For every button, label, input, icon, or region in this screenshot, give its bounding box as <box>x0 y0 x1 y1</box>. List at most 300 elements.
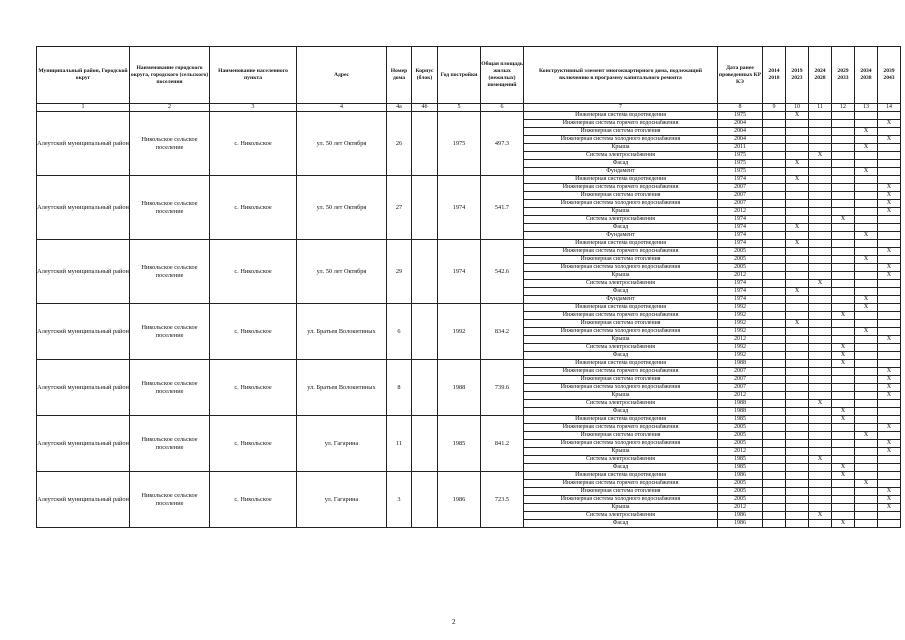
period-cell <box>832 184 855 192</box>
period-cell <box>855 504 878 512</box>
period-cell <box>809 368 832 376</box>
table-row <box>37 472 901 480</box>
prev-repair-date-cell: 1985 <box>718 416 763 424</box>
prev-repair-date-cell: 1975 <box>718 168 763 176</box>
period-cell <box>832 288 855 296</box>
period-mark: X <box>786 288 809 296</box>
table-row <box>37 416 901 424</box>
element-cell: Крыша <box>524 208 718 216</box>
period-cell <box>878 416 901 424</box>
element-cell: Система электроснабжения <box>524 512 718 520</box>
element-cell: Инженерная система отопления <box>524 192 718 200</box>
period-mark: X <box>855 480 878 488</box>
district-cell: Алеутский муниципальный район <box>37 360 130 416</box>
table-body <box>37 112 901 528</box>
period-cell <box>763 152 786 160</box>
element-cell: Система электроснабжения <box>524 344 718 352</box>
prev-repair-date-cell: 2005 <box>718 248 763 256</box>
col-number: 7 <box>524 104 718 112</box>
period-cell <box>855 392 878 400</box>
period-cell <box>832 440 855 448</box>
element-cell: Инженерная система отопления <box>524 376 718 384</box>
period-mark: X <box>855 128 878 136</box>
column-number-row <box>37 104 901 112</box>
element-cell: Инженерная система отопления <box>524 256 718 264</box>
period-cell <box>878 328 901 336</box>
settlement-cell: Никольское сельское поселение <box>130 416 210 472</box>
period-mark: X <box>878 368 901 376</box>
block-cell <box>412 416 438 472</box>
block-cell <box>412 304 438 360</box>
header-period-2014: 2014 2018 <box>763 47 786 104</box>
period-cell <box>763 336 786 344</box>
prev-repair-date-cell: 1975 <box>718 112 763 120</box>
period-cell <box>855 152 878 160</box>
period-cell <box>809 384 832 392</box>
period-mark: X <box>878 336 901 344</box>
period-mark: X <box>878 488 901 496</box>
address-cell: ул. Гагарина <box>297 472 387 528</box>
period-cell <box>855 208 878 216</box>
period-cell <box>832 264 855 272</box>
period-cell <box>855 344 878 352</box>
element-cell: Инженерная система горячего водоснабжения <box>524 184 718 192</box>
period-cell <box>878 256 901 264</box>
period-mark: X <box>855 168 878 176</box>
period-cell <box>786 280 809 288</box>
element-cell: Инженерная система горячего водоснабжения <box>524 424 718 432</box>
period-mark: X <box>786 160 809 168</box>
period-cell <box>786 216 809 224</box>
house-number-cell: 3 <box>387 472 412 528</box>
period-cell <box>855 440 878 448</box>
period-cell <box>763 272 786 280</box>
locality-cell: с. Никольское <box>210 176 297 240</box>
prev-repair-date-cell: 2005 <box>718 256 763 264</box>
period-cell <box>855 400 878 408</box>
period-cell <box>878 176 901 184</box>
district-cell: Алеутский муниципальный район <box>37 472 130 528</box>
period-cell <box>832 296 855 304</box>
district-cell: Алеутский муниципальный район <box>37 240 130 304</box>
period-mark: X <box>855 328 878 336</box>
page-number: 2 <box>452 618 456 626</box>
period-cell <box>786 360 809 368</box>
period-cell <box>832 384 855 392</box>
prev-repair-date-cell: 2007 <box>718 200 763 208</box>
header-period-2019: 2019 2023 <box>786 47 809 104</box>
element-cell: Система электроснабжения <box>524 400 718 408</box>
period-mark: X <box>878 136 901 144</box>
house-number-cell: 8 <box>387 360 412 416</box>
period-cell <box>809 296 832 304</box>
area-cell: 739.6 <box>481 360 524 416</box>
element-cell: Инженерная система горячего водоснабжения <box>524 248 718 256</box>
prev-repair-date-cell: 1992 <box>718 304 763 312</box>
period-cell <box>786 328 809 336</box>
period-mark: X <box>832 408 855 416</box>
period-mark: X <box>832 344 855 352</box>
period-cell <box>832 232 855 240</box>
settlement-cell: Никольское сельское поселение <box>130 360 210 416</box>
period-cell <box>786 344 809 352</box>
period-cell <box>809 128 832 136</box>
period-cell <box>786 304 809 312</box>
period-cell <box>832 224 855 232</box>
element-cell: Инженерная система водоотведения <box>524 360 718 368</box>
period-mark: X <box>786 224 809 232</box>
period-cell <box>786 272 809 280</box>
element-cell: Инженерная система холодного водоснабжения <box>524 200 718 208</box>
header-year-built: Год постройки <box>438 47 481 104</box>
period-cell <box>809 176 832 184</box>
element-cell: Фасад <box>524 288 718 296</box>
col-number: 11 <box>809 104 832 112</box>
period-cell <box>855 488 878 496</box>
period-cell <box>786 448 809 456</box>
period-mark: X <box>878 504 901 512</box>
header-district: Муниципальный район, Городской округ <box>37 47 130 104</box>
locality-cell: с. Никольское <box>210 304 297 360</box>
period-cell <box>832 200 855 208</box>
prev-repair-date-cell: 1986 <box>718 472 763 480</box>
period-cell <box>878 480 901 488</box>
period-cell <box>878 400 901 408</box>
period-cell <box>786 312 809 320</box>
period-mark: X <box>878 120 901 128</box>
locality-cell: с. Никольское <box>210 360 297 416</box>
col-number: 8 <box>718 104 763 112</box>
period-cell <box>763 280 786 288</box>
locality-cell: с. Никольское <box>210 416 297 472</box>
period-cell <box>809 520 832 528</box>
period-cell <box>855 376 878 384</box>
period-cell <box>809 272 832 280</box>
period-cell <box>878 144 901 152</box>
period-cell <box>786 256 809 264</box>
period-cell <box>763 160 786 168</box>
period-cell <box>855 472 878 480</box>
element-cell: Инженерная система холодного водоснабжения <box>524 384 718 392</box>
period-cell <box>786 504 809 512</box>
period-cell <box>832 432 855 440</box>
header-block: Корпус (блок) <box>412 47 438 104</box>
period-cell <box>809 304 832 312</box>
period-cell <box>855 120 878 128</box>
period-cell <box>878 512 901 520</box>
district-cell: Алеутский муниципальный район <box>37 416 130 472</box>
period-mark: X <box>832 312 855 320</box>
period-cell <box>809 184 832 192</box>
period-cell <box>855 176 878 184</box>
col-number: 4б <box>412 104 438 112</box>
period-cell <box>855 240 878 248</box>
period-cell <box>786 376 809 384</box>
period-cell <box>786 264 809 272</box>
period-cell <box>855 136 878 144</box>
col-number: 9 <box>763 104 786 112</box>
period-cell <box>763 512 786 520</box>
period-cell <box>878 216 901 224</box>
district-cell: Алеутский муниципальный район <box>37 112 130 176</box>
period-cell <box>832 168 855 176</box>
prev-repair-date-cell: 1992 <box>718 352 763 360</box>
period-cell <box>832 368 855 376</box>
prev-repair-date-cell: 2004 <box>718 136 763 144</box>
element-cell: Инженерная система водоотведения <box>524 472 718 480</box>
prev-repair-date-cell: 2011 <box>718 144 763 152</box>
element-cell: Инженерная система холодного водоснабжения <box>524 440 718 448</box>
period-cell <box>786 440 809 448</box>
period-mark: X <box>878 184 901 192</box>
address-cell: ул. 50 лет Октября <box>297 240 387 304</box>
period-cell <box>809 232 832 240</box>
element-cell: Система электроснабжения <box>524 152 718 160</box>
period-cell <box>809 416 832 424</box>
period-cell <box>763 328 786 336</box>
period-cell <box>855 248 878 256</box>
period-cell <box>763 504 786 512</box>
period-cell <box>832 488 855 496</box>
element-cell: Крыша <box>524 392 718 400</box>
prev-repair-date-cell: 1974 <box>718 176 763 184</box>
period-cell <box>832 280 855 288</box>
period-cell <box>878 160 901 168</box>
period-cell <box>832 248 855 256</box>
period-cell <box>832 456 855 464</box>
period-cell <box>855 336 878 344</box>
period-cell <box>786 456 809 464</box>
period-cell <box>878 224 901 232</box>
period-mark: X <box>855 256 878 264</box>
period-cell <box>878 464 901 472</box>
year-built-cell: 1975 <box>438 112 481 176</box>
area-cell: 541.7 <box>481 176 524 240</box>
period-cell <box>763 376 786 384</box>
period-cell <box>763 224 786 232</box>
period-cell <box>832 192 855 200</box>
period-cell <box>832 128 855 136</box>
house-number-cell: 26 <box>387 112 412 176</box>
period-cell <box>809 432 832 440</box>
element-cell: Фундамент <box>524 168 718 176</box>
period-cell <box>855 192 878 200</box>
period-cell <box>763 256 786 264</box>
period-cell <box>786 488 809 496</box>
prev-repair-date-cell: 2005 <box>718 488 763 496</box>
period-cell <box>809 496 832 504</box>
element-cell: Система электроснабжения <box>524 280 718 288</box>
period-cell <box>763 192 786 200</box>
period-cell <box>763 232 786 240</box>
prev-repair-date-cell: 2005 <box>718 496 763 504</box>
year-built-cell: 1974 <box>438 240 481 304</box>
period-cell <box>855 312 878 320</box>
col-number: 12 <box>832 104 855 112</box>
table-row <box>37 240 901 248</box>
period-cell <box>832 328 855 336</box>
year-built-cell: 1992 <box>438 304 481 360</box>
settlement-cell: Никольское сельское поселение <box>130 304 210 360</box>
period-cell <box>855 200 878 208</box>
period-cell <box>809 208 832 216</box>
period-cell <box>786 168 809 176</box>
period-cell <box>786 384 809 392</box>
period-cell <box>855 352 878 360</box>
period-cell <box>763 304 786 312</box>
address-cell: ул. Гагарина <box>297 416 387 472</box>
period-cell <box>786 400 809 408</box>
table-row <box>37 360 901 368</box>
element-cell: Инженерная система холодного водоснабжения <box>524 496 718 504</box>
element-cell: Инженерная система холодного водоснабжения <box>524 264 718 272</box>
col-number: 3 <box>210 104 297 112</box>
period-cell <box>878 360 901 368</box>
element-cell: Система электроснабжения <box>524 456 718 464</box>
element-cell: Крыша <box>524 144 718 152</box>
prev-repair-date-cell: 2012 <box>718 208 763 216</box>
col-number: 4 <box>297 104 387 112</box>
period-cell <box>763 248 786 256</box>
period-cell <box>855 216 878 224</box>
element-cell: Крыша <box>524 272 718 280</box>
period-cell <box>763 384 786 392</box>
period-mark: X <box>855 432 878 440</box>
period-cell <box>855 448 878 456</box>
period-cell <box>786 120 809 128</box>
period-cell <box>763 128 786 136</box>
period-cell <box>809 112 832 120</box>
element-cell: Фасад <box>524 520 718 528</box>
element-cell: Фасад <box>524 160 718 168</box>
block-cell <box>412 472 438 528</box>
period-cell <box>786 416 809 424</box>
period-mark: X <box>832 360 855 368</box>
period-cell <box>855 112 878 120</box>
period-cell <box>809 144 832 152</box>
period-cell <box>786 480 809 488</box>
capital-repair-table <box>36 46 901 528</box>
period-cell <box>763 440 786 448</box>
col-number: 14 <box>878 104 901 112</box>
period-cell <box>786 192 809 200</box>
period-cell <box>786 496 809 504</box>
period-cell <box>878 280 901 288</box>
period-cell <box>832 240 855 248</box>
period-mark: X <box>786 240 809 248</box>
table-row <box>37 176 901 184</box>
house-number-cell: 29 <box>387 240 412 304</box>
period-cell <box>809 264 832 272</box>
col-number: 2 <box>130 104 210 112</box>
prev-repair-date-cell: 1974 <box>718 296 763 304</box>
period-cell <box>855 288 878 296</box>
header-element: Конструктивный элемент многоквартирного дома, подлежащий включению в программу капитального ремонта <box>524 47 718 104</box>
period-cell <box>809 216 832 224</box>
period-cell <box>809 440 832 448</box>
period-cell <box>809 240 832 248</box>
period-cell <box>786 296 809 304</box>
period-cell <box>786 392 809 400</box>
period-cell <box>786 464 809 472</box>
period-cell <box>855 512 878 520</box>
period-cell <box>809 248 832 256</box>
period-cell <box>809 168 832 176</box>
house-number-cell: 6 <box>387 304 412 360</box>
prev-repair-date-cell: 1985 <box>718 456 763 464</box>
period-cell <box>832 496 855 504</box>
period-cell <box>763 520 786 528</box>
element-cell: Фасад <box>524 464 718 472</box>
period-cell <box>832 272 855 280</box>
period-cell <box>832 136 855 144</box>
period-cell <box>809 288 832 296</box>
period-cell <box>786 368 809 376</box>
area-cell: 723.5 <box>481 472 524 528</box>
period-cell <box>878 296 901 304</box>
period-cell <box>832 304 855 312</box>
period-cell <box>832 320 855 328</box>
period-mark: X <box>855 144 878 152</box>
period-cell <box>786 248 809 256</box>
year-built-cell: 1986 <box>438 472 481 528</box>
element-cell: Инженерная система водоотведения <box>524 416 718 424</box>
prev-repair-date-cell: 1985 <box>718 464 763 472</box>
header-period-2024: 2024 2028 <box>809 47 832 104</box>
period-mark: X <box>786 176 809 184</box>
area-cell: 834.2 <box>481 304 524 360</box>
period-cell <box>809 488 832 496</box>
prev-repair-date-cell: 1974 <box>718 216 763 224</box>
period-cell <box>809 160 832 168</box>
period-cell <box>832 424 855 432</box>
period-cell <box>763 496 786 504</box>
prev-repair-date-cell: 1988 <box>718 360 763 368</box>
prev-repair-date-cell: 2007 <box>718 384 763 392</box>
period-mark: X <box>832 464 855 472</box>
period-cell <box>878 472 901 480</box>
header-prev-repair-date: Дата ранее проведенных КР КЭ <box>718 47 763 104</box>
prev-repair-date-cell: 2007 <box>718 376 763 384</box>
period-cell <box>786 408 809 416</box>
period-cell <box>763 296 786 304</box>
col-number: 5 <box>438 104 481 112</box>
header-period-2034: 2034 2038 <box>855 47 878 104</box>
period-cell <box>832 176 855 184</box>
period-cell <box>786 152 809 160</box>
prev-repair-date-cell: 2004 <box>718 120 763 128</box>
period-cell <box>763 488 786 496</box>
col-number: 1 <box>37 104 130 112</box>
year-built-cell: 1988 <box>438 360 481 416</box>
period-cell <box>809 448 832 456</box>
table-row <box>37 112 901 120</box>
period-cell <box>786 472 809 480</box>
period-cell <box>786 424 809 432</box>
period-cell <box>832 144 855 152</box>
element-cell: Инженерная система отопления <box>524 320 718 328</box>
period-cell <box>855 368 878 376</box>
element-cell: Крыша <box>524 448 718 456</box>
period-cell <box>878 432 901 440</box>
period-cell <box>809 224 832 232</box>
period-mark: X <box>786 320 809 328</box>
period-mark: X <box>878 376 901 384</box>
period-cell <box>809 352 832 360</box>
prev-repair-date-cell: 1992 <box>718 328 763 336</box>
element-cell: Крыша <box>524 336 718 344</box>
period-mark: X <box>855 304 878 312</box>
